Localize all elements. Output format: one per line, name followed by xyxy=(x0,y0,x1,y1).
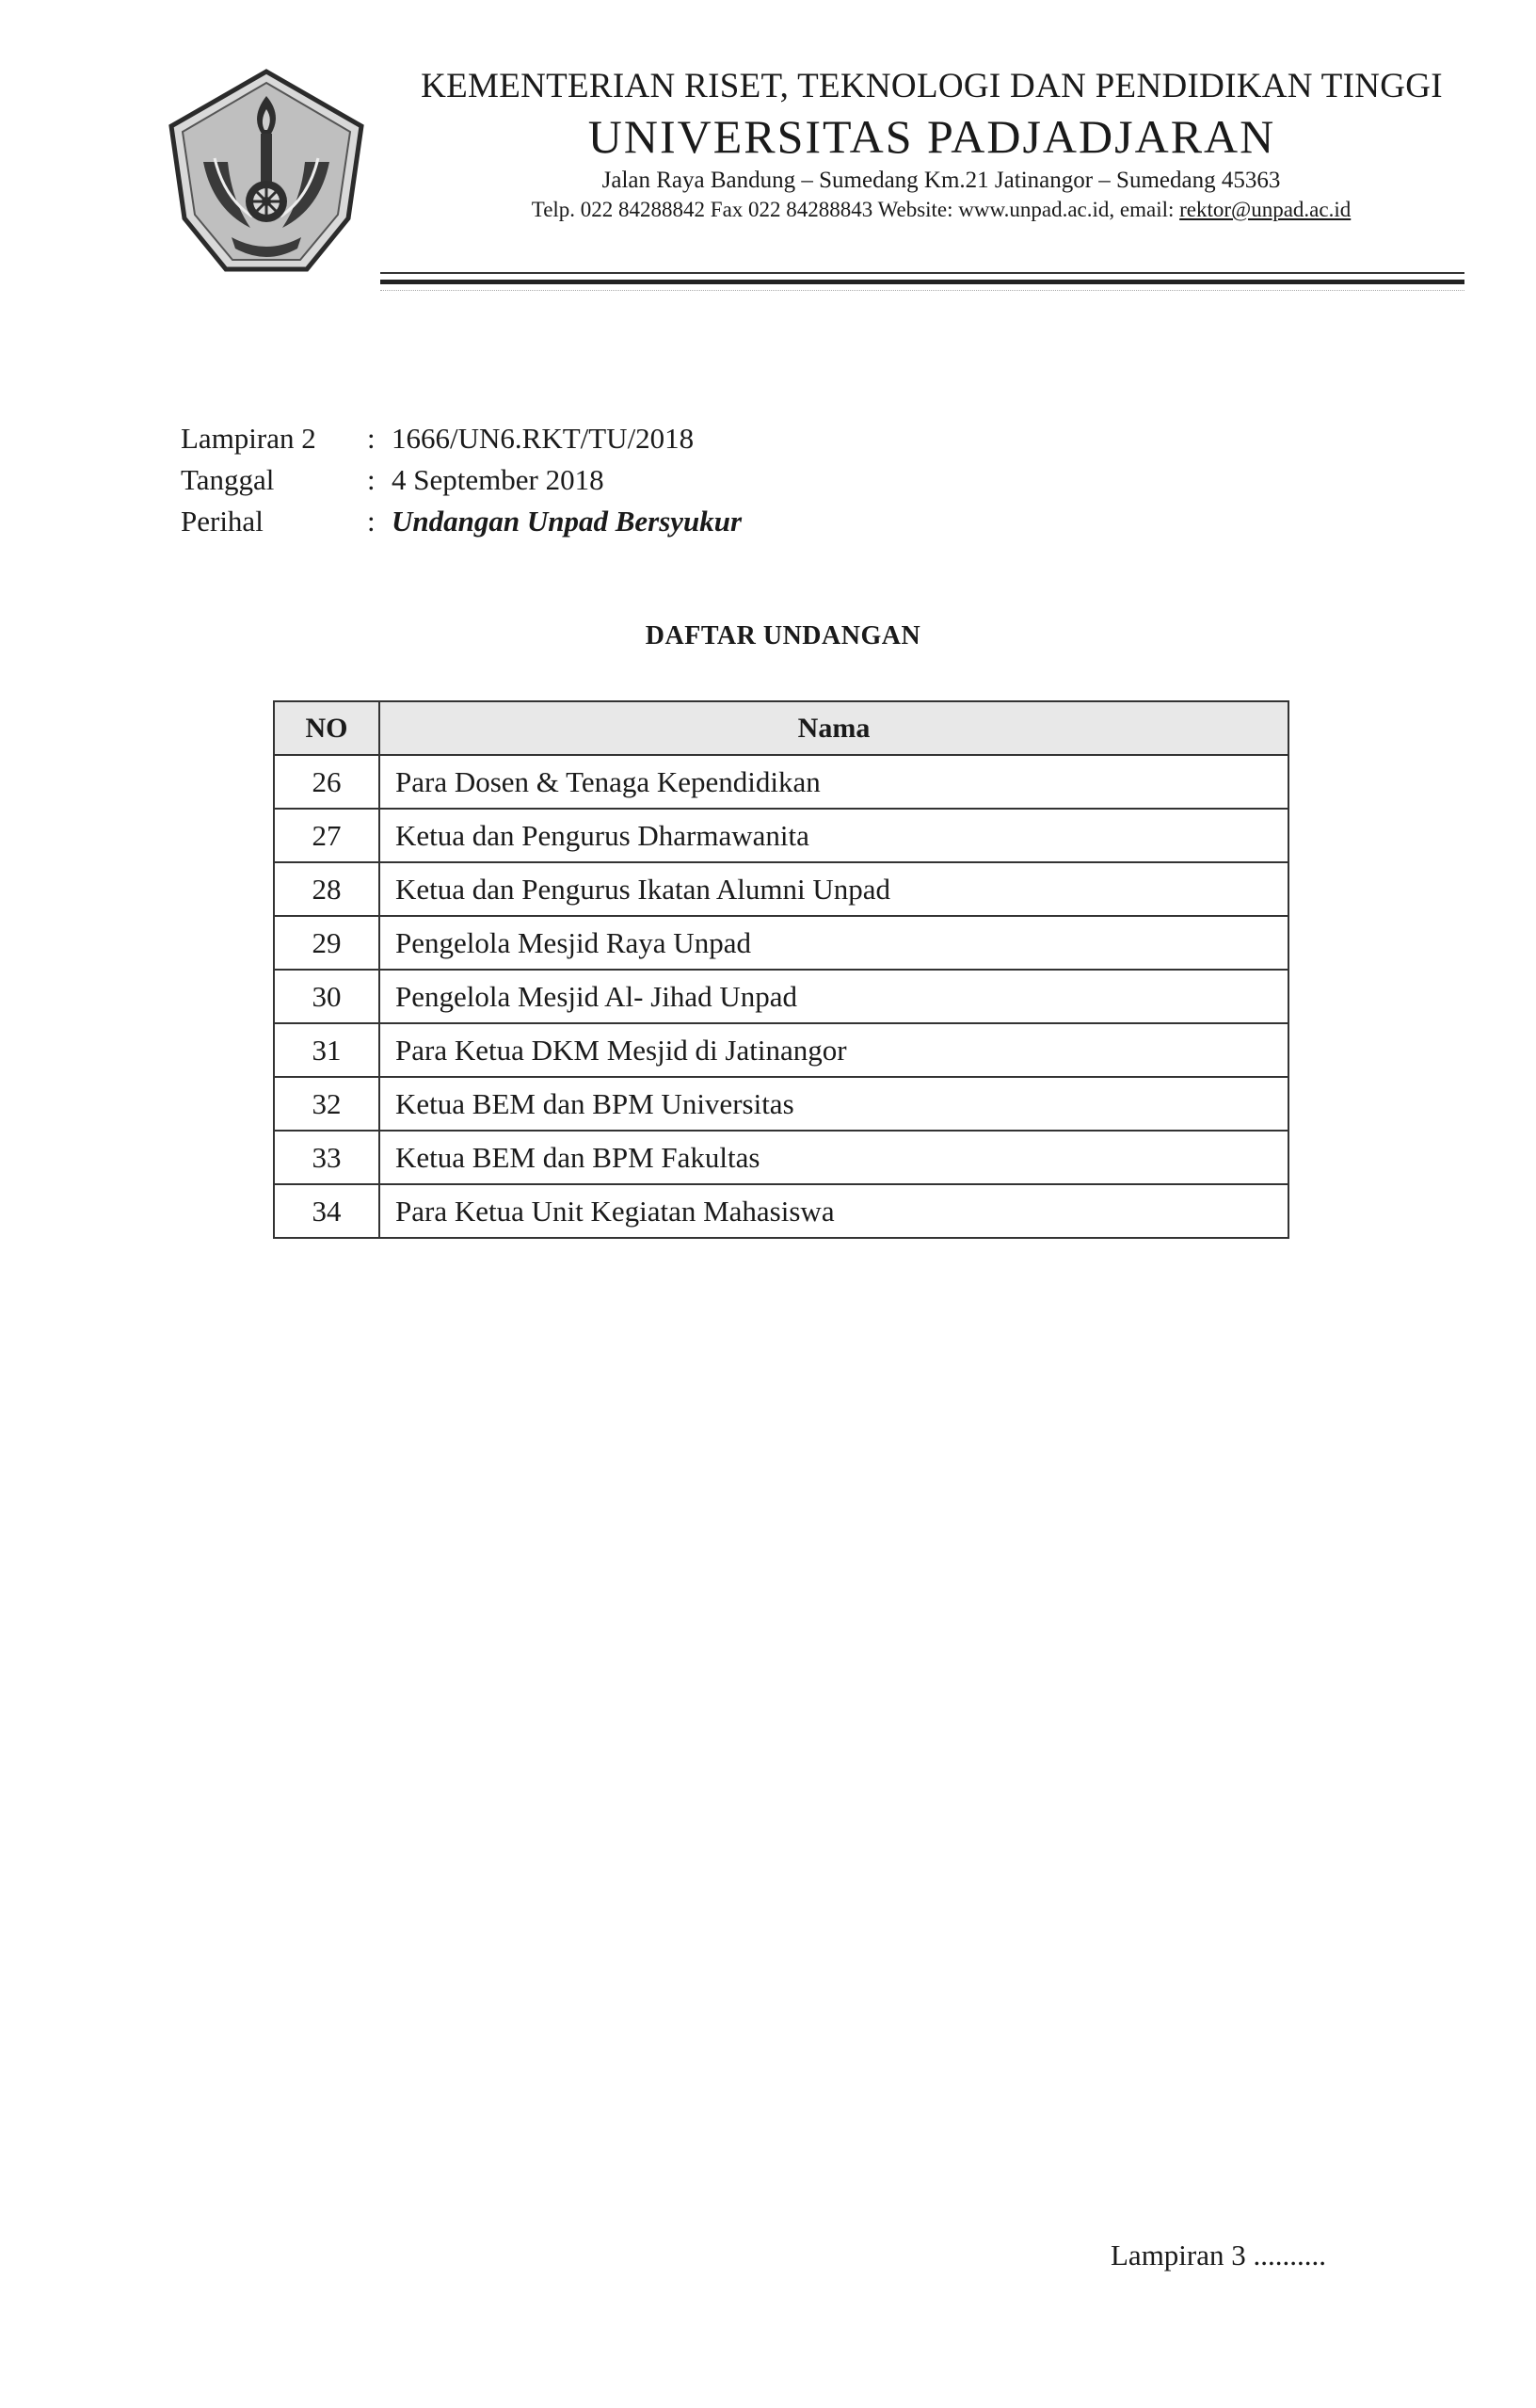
column-header-no: NO xyxy=(274,701,379,755)
letterhead-rule-thin xyxy=(380,272,1464,274)
row-number: 30 xyxy=(274,970,379,1023)
email-link[interactable]: rektor@unpad.ac.id xyxy=(1179,198,1352,221)
invitation-table xyxy=(273,700,1289,1239)
row-name: Ketua BEM dan BPM Fakultas xyxy=(379,1131,1288,1184)
column-header-nama: Nama xyxy=(379,701,1288,755)
letterhead-rule-dotted xyxy=(380,290,1464,291)
perihal-label: Perihal xyxy=(181,505,264,538)
row-name: Para Dosen & Tenaga Kependidikan xyxy=(379,755,1288,809)
row-name: Para Ketua DKM Mesjid di Jatinangor xyxy=(379,1023,1288,1077)
tanggal-value: 4 September 2018 xyxy=(392,463,604,496)
list-title: DAFTAR UNDANGAN xyxy=(645,621,921,650)
letterhead-rule-thick xyxy=(380,280,1464,284)
row-number: 34 xyxy=(274,1184,379,1238)
row-name: Ketua dan Pengurus Dharmawanita xyxy=(379,809,1288,862)
ministry-name: KEMENTERIAN RISET, TEKNOLOGI DAN PENDIDIKAN TINGGI xyxy=(421,67,1443,105)
row-number: 27 xyxy=(274,809,379,862)
table-row xyxy=(274,1131,1288,1184)
university-name: UNIVERSITAS PADJADJARAN xyxy=(587,110,1276,163)
row-number: 28 xyxy=(274,862,379,916)
university-seal-logo xyxy=(166,68,367,277)
table-row xyxy=(274,755,1288,809)
row-name: Ketua dan Pengurus Ikatan Alumni Unpad xyxy=(379,862,1288,916)
row-number: 33 xyxy=(274,1131,379,1184)
table-row xyxy=(274,1077,1288,1131)
row-number: 26 xyxy=(274,755,379,809)
meta-row-perihal xyxy=(181,501,742,542)
table-row xyxy=(274,970,1288,1023)
lampiran-value: 1666/UN6.RKT/TU/2018 xyxy=(392,422,695,455)
meta-row-tanggal xyxy=(181,459,742,501)
table-row xyxy=(274,1184,1288,1238)
table-row xyxy=(274,916,1288,970)
lampiran-label: Lampiran 2 xyxy=(181,422,316,455)
meta-colon: : xyxy=(367,422,376,455)
row-number: 32 xyxy=(274,1077,379,1131)
meta-colon: : xyxy=(367,505,376,538)
table-header-row xyxy=(274,701,1288,755)
university-address: Jalan Raya Bandung – Sumedang Km.21 Jatinangor – Sumedang 45363 xyxy=(601,168,1281,193)
row-name: Pengelola Mesjid Raya Unpad xyxy=(379,916,1288,970)
perihal-value: Undangan Unpad Bersyukur xyxy=(392,505,743,538)
row-number: 31 xyxy=(274,1023,379,1077)
row-name: Pengelola Mesjid Al- Jihad Unpad xyxy=(379,970,1288,1023)
tanggal-label: Tanggal xyxy=(181,463,275,496)
row-name: Para Ketua Unit Kegiatan Mahasiswa xyxy=(379,1184,1288,1238)
table-row xyxy=(274,809,1288,862)
meta-colon: : xyxy=(367,463,376,496)
row-name: Ketua BEM dan BPM Universitas xyxy=(379,1077,1288,1131)
letterhead xyxy=(376,66,1487,224)
letter-meta xyxy=(181,418,742,542)
table-row xyxy=(274,1023,1288,1077)
university-contact xyxy=(376,196,1487,224)
contact-details: Telp. 022 84288842 Fax 022 84288843 Website: www.unpad.ac.id, email: xyxy=(531,198,1180,221)
row-number: 29 xyxy=(274,916,379,970)
next-page-reference: Lampiran 3 .......... xyxy=(1111,2239,1327,2272)
table-row xyxy=(274,862,1288,916)
meta-row-lampiran xyxy=(181,418,742,459)
